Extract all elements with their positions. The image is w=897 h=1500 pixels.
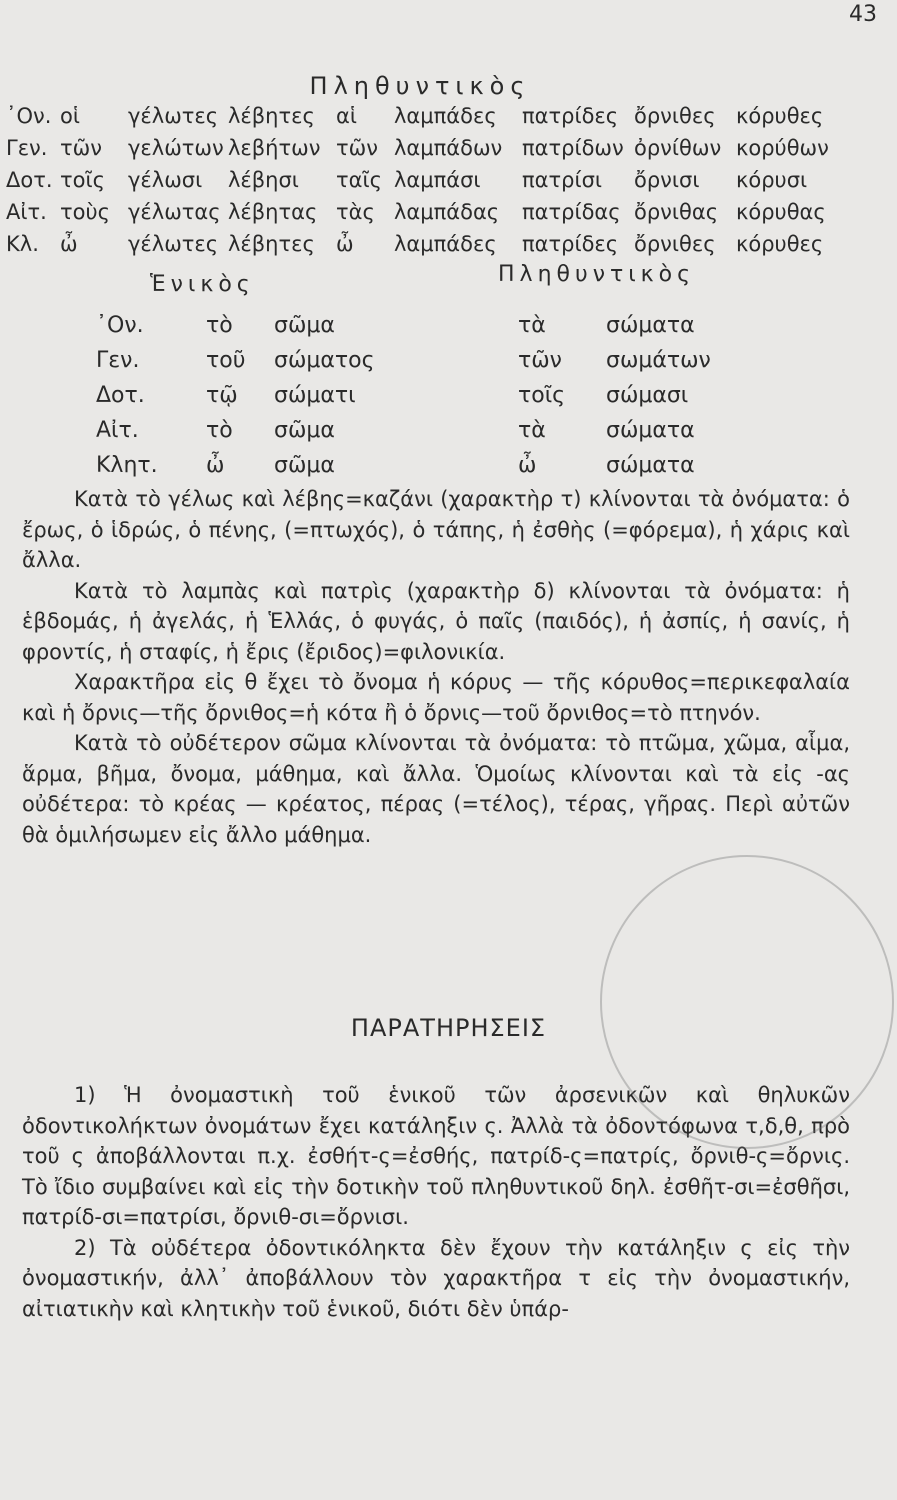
soma-cell: σώμασι [606, 383, 689, 408]
declension-cell: πατρίσι [522, 168, 602, 192]
paragraph: Κατὰ τὸ γέλως καὶ λέβης=καζάνι (χαρακτὴρ τ) κλίνονται τὰ ὀνόματα: ὁ ἔρως, ὁ ἱδρώς, ὁ πένης, (=πτωχός), ὁ τάπης, ἡ ἐσθὴς (=φόρεμα), ἡ χάρις καὶ ἄλλα. [22, 487, 850, 572]
paragraph: Κατὰ τὸ λαμπὰς καὶ πατρὶς (χαρακτὴρ δ) κλίνονται τὰ ὀνόματα: ἡ ἑβδομάς, ἡ ἀγελάς, ἡ Ἑλλάς, ὁ φυγάς, ὁ παῖς (παιδός), ἡ ἀσπίς, ἡ σανίς, ἡ φροντίς, ἡ σταφίς, ἡ ἔρις (ἔριδος)=φιλονικία. [22, 578, 850, 664]
soma-cell: τῷ [206, 383, 238, 408]
declension-cell: Κλ. [6, 232, 39, 256]
declension-row [6, 228, 829, 260]
soma-cell: Αἰτ. [96, 418, 139, 443]
soma-cell: ὦ [206, 453, 225, 478]
declension-cell: κορύθων [736, 136, 829, 160]
soma-row [96, 308, 756, 343]
soma-cell: τὸ [206, 313, 233, 338]
soma-cell: σωμάτων [606, 348, 711, 373]
declension-cell: γέλωτες [128, 104, 219, 128]
declension-cell: λέβητες [228, 232, 315, 256]
library-stamp [600, 855, 894, 1149]
declension-cell: τοὺς [60, 200, 110, 224]
declension-cell: λαμπάδες [394, 232, 497, 256]
declension-cell: Δοτ. [6, 168, 53, 192]
third-declension-plural-table [6, 100, 829, 260]
declension-cell: γέλωτας [128, 200, 221, 224]
soma-row [96, 378, 756, 413]
declension-cell: ὄρνισι [634, 168, 700, 192]
declension-cell: ὦ [336, 232, 354, 256]
soma-cell: τὰ [518, 313, 546, 338]
soma-cell: Δοτ. [96, 383, 145, 408]
declension-cell: πατρίδων [522, 136, 624, 160]
declension-cell: λαμπάσι [394, 168, 481, 192]
declension-cell: οἱ [60, 104, 80, 128]
declension-cell: ὀρνίθων [634, 136, 722, 160]
declension-cell: λαμπάδες [394, 104, 497, 128]
declension-cell: λαμπάδων [394, 136, 503, 160]
declension-cell: γέλωτες [128, 232, 219, 256]
explanation-text [22, 484, 850, 850]
declension-cell: ὦ [60, 232, 78, 256]
declension-cell: Αἰτ. [6, 200, 47, 224]
declension-cell: πατρίδες [522, 232, 619, 256]
declension-row [6, 100, 829, 132]
declension-cell: γελώτων [128, 136, 224, 160]
declension-cell: λεβήτων [228, 136, 321, 160]
paragraph: Κατὰ τὸ οὐδέτερον σῶμα κλίνονται τὰ ὀνόματα: τὸ πτῶμα, χῶμα, αἷμα, ἅρμα, βῆμα, ὄνομα, μάθημα, καὶ ἄλλα. Ὁμοίως κλίνονται καὶ τὰ εἰς -ας οὐδέτερα: τὸ κρέας — κρέατος, πέρας (=τέλος), τέρας, γῆρας. Περὶ αὐτῶν θὰ ὁμιλήσωμεν εἰς ἄλλο μάθημα. [22, 731, 850, 847]
declension-cell: λαμπάδας [394, 200, 500, 224]
declension-cell: πατρίδες [522, 104, 619, 128]
soma-declension-table [96, 308, 756, 483]
declension-cell: λέβητες [228, 104, 315, 128]
declension-row [6, 196, 829, 228]
soma-cell: σῶμα [274, 418, 335, 443]
soma-cell: τὸ [206, 418, 233, 443]
soma-cell: τῶν [518, 348, 562, 373]
declension-cell: κόρυθες [736, 232, 824, 256]
soma-cell: σώματα [606, 418, 695, 443]
declension-cell: ᾿Ον. [6, 104, 52, 128]
note-paragraph: 1) Ἡ ὀνομαστικὴ τοῦ ἑνικοῦ τῶν ἀρσενικῶν καὶ θηλυκῶν ὀδοντικολήκτων ὀνομάτων ἔχει κατάληξιν ς. Ἀλλὰ τὰ ὀδοντόφωνα τ,δ,θ, πρὸ τοῦ ς ἀποβάλλονται π.χ. ἐσθήτ-ς=ἐσθής, πατρίδ-ς=πατρίς, ὄρνιθ-ς=ὄρνις. Τὸ ἴδιο συμβαίνει καὶ εἰς τὴν δοτικὴν τοῦ πληθυντικοῦ δηλ. ἐσθῆτ-σι=ἐσθῆσι, πατρίδ-σι=πατρίσι, ὄρνιθ-σι=ὄρνισι. [22, 1083, 850, 1229]
declension-cell: τὰς [336, 200, 375, 224]
declension-row [6, 164, 829, 196]
declension-cell: γέλωσι [128, 168, 203, 192]
soma-cell: σώματι [274, 383, 356, 408]
declension-cell: ταῖς [336, 168, 382, 192]
soma-cell: σῶμα [274, 313, 335, 338]
soma-row [96, 413, 756, 448]
soma-row [96, 343, 756, 378]
soma-cell: σῶμα [274, 453, 335, 478]
soma-cell: τὰ [518, 418, 546, 443]
soma-cell: ᾿Ον. [96, 313, 144, 338]
note-paragraph: 2) Τὰ οὐδέτερα ὀδοντικόληκτα δὲν ἔχουν τὴν κατάληξιν ς εἰς τὴν ὀνομαστικήν, ἀλλ᾿ ἀποβάλλουν τὸν χαρακτῆρα τ εἰς τὴν ὀνομαστικήν, αἰτιατικὴν καὶ κλητικὴν τοῦ ἑνικοῦ, διότι δὲν ὑπάρ- [22, 1235, 850, 1321]
declension-cell: αἱ [336, 104, 357, 128]
soma-cell: τοῖς [518, 383, 566, 408]
soma-cell: σώματα [606, 453, 695, 478]
soma-cell: Γεν. [96, 348, 140, 373]
soma-cell: ὦ [518, 453, 537, 478]
declension-cell: τῶν [60, 136, 102, 160]
plural-title: Πληθυντικὸς [309, 72, 531, 100]
soma-row [96, 448, 756, 483]
soma-cell: τοῦ [206, 348, 246, 373]
declension-cell: ὄρνιθες [634, 232, 716, 256]
declension-cell: τῶν [336, 136, 378, 160]
declension-cell: ὄρνιθας [634, 200, 719, 224]
soma-cell: σώματα [606, 313, 695, 338]
notes-heading: ΠΑΡΑΤΗΡΗΣΕΙΣ [350, 1014, 547, 1042]
declension-cell: τοῖς [60, 168, 105, 192]
declension-cell: κόρυσι [736, 168, 808, 192]
soma-cell: Κλητ. [96, 453, 158, 478]
declension-cell: πατρίδας [522, 200, 621, 224]
singular-heading: Ἑνικὸς [150, 272, 255, 297]
declension-cell: κόρυθας [736, 200, 826, 224]
declension-cell: λέβησι [228, 168, 299, 192]
plural-heading: Πληθυντικὸς [498, 262, 696, 287]
declension-row [6, 132, 829, 164]
declension-cell: ὄρνιθες [634, 104, 716, 128]
page-number: 43 [849, 2, 877, 27]
declension-cell: κόρυθες [736, 104, 824, 128]
soma-cell: σώματος [274, 348, 375, 373]
declension-cell: λέβητας [228, 200, 318, 224]
declension-cell: Γεν. [6, 136, 48, 160]
paragraph: Χαρακτῆρα εἰς θ ἔχει τὸ ὄνομα ἡ κόρυς — τῆς κόρυθος=περικεφαλαία καὶ ἡ ὄρνις—τῆς ὄρνιθος=ἡ κότα ἢ ὁ ὄρνις—τοῦ ὄρνιθος=τὸ πτηνόν. [22, 670, 850, 725]
